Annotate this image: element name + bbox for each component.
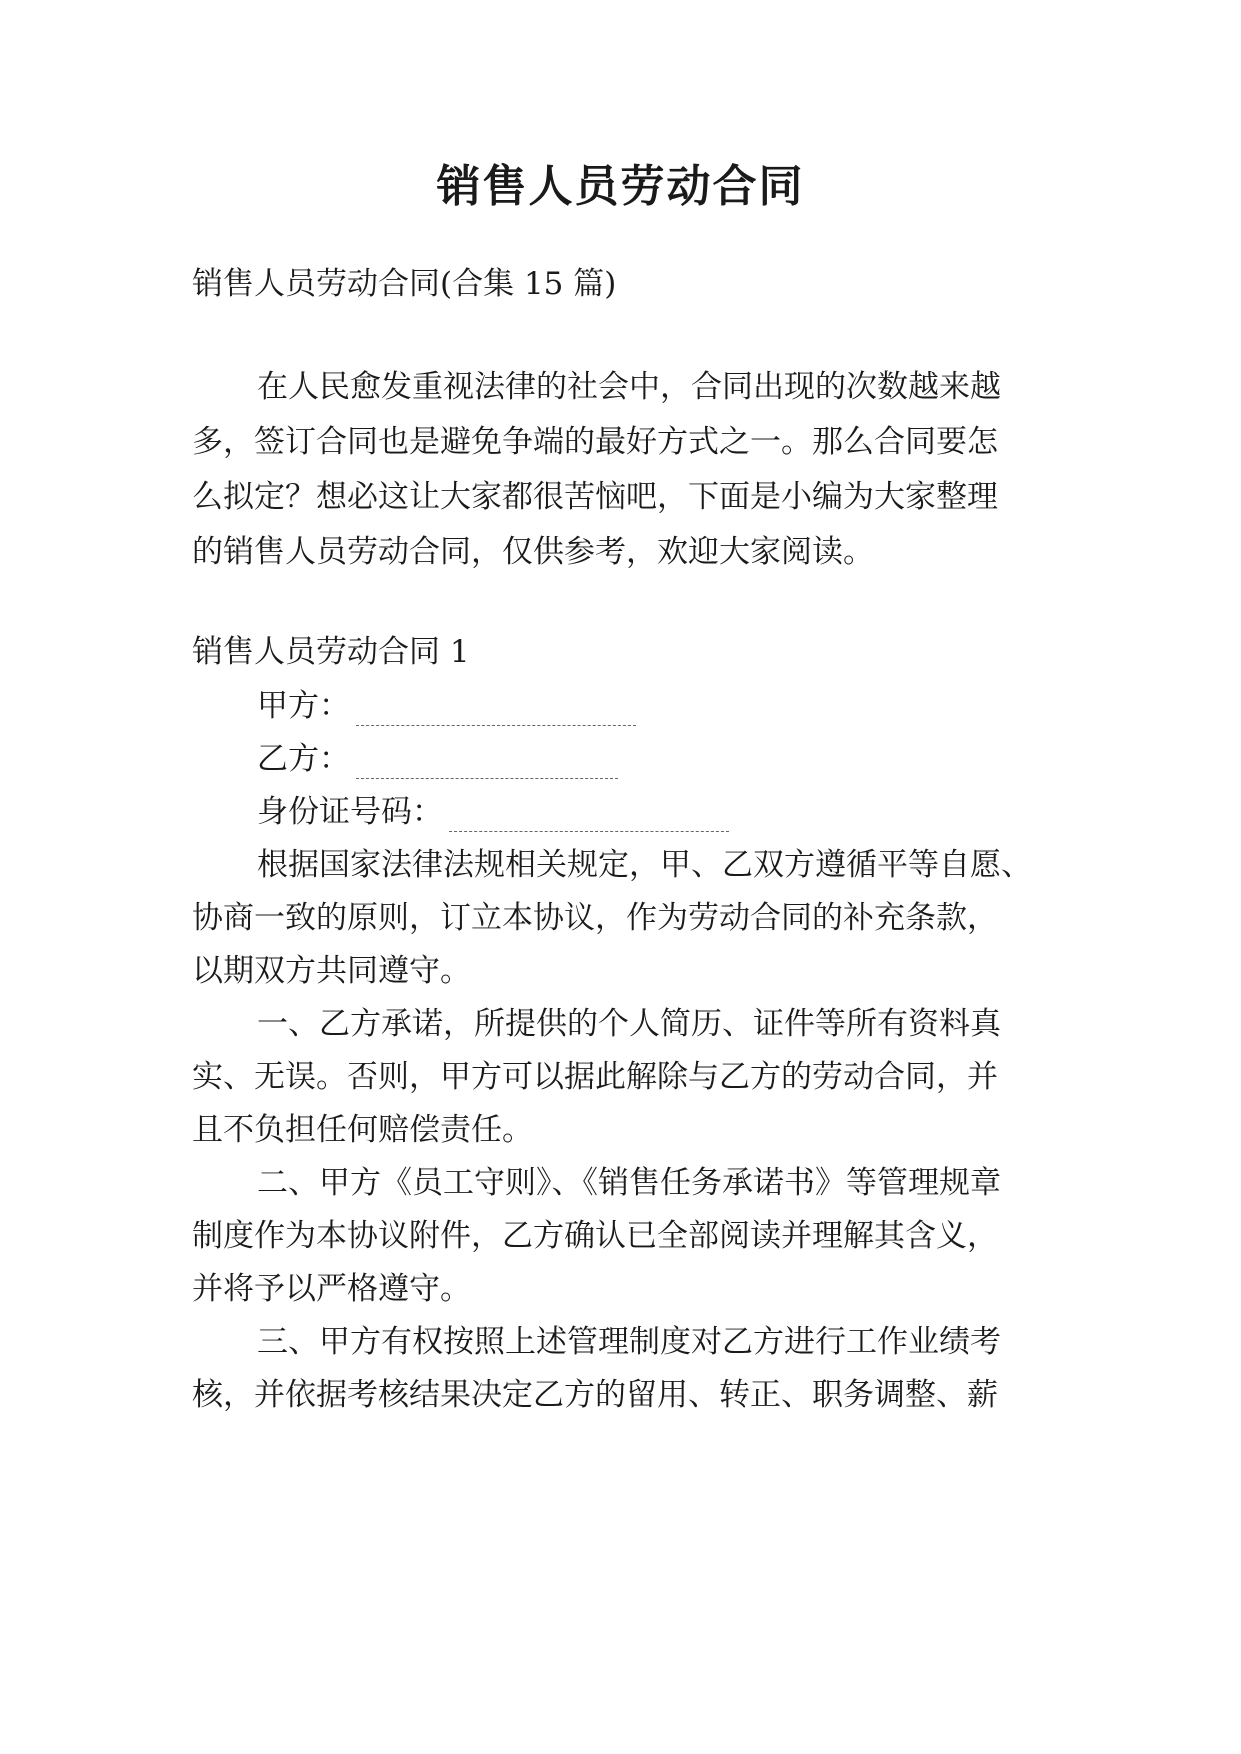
- party-b-label: 乙方：: [257, 741, 350, 777]
- clause-2-line: 制度作为本协议附件，乙方确认已全部阅读并理解其含义，: [192, 1218, 998, 1254]
- clause-2-line: 二、甲方《员工守则》、《销售任务承诺书》等管理规章: [257, 1165, 1001, 1201]
- party-a-label: 甲方：: [257, 688, 350, 724]
- intro-line: 的销售人员劳动合同，仅供参考，欢迎大家阅读。: [192, 534, 874, 570]
- intro-line: 在人民愈发重视法律的社会中，合同出现的次数越来越: [257, 369, 1001, 405]
- party-a-blank: [356, 699, 636, 726]
- section-heading: 销售人员劳动合同 1: [192, 634, 470, 670]
- id-number-field: [257, 792, 729, 832]
- party-b-blank: [356, 752, 618, 779]
- clause-3-line: 三、甲方有权按照上述管理制度对乙方进行工作业绩考: [257, 1324, 1001, 1360]
- document-title: 销售人员劳动合同: [436, 161, 805, 212]
- clause-1-line: 且不负担任何赔偿责任。: [192, 1112, 533, 1148]
- clause-1-line: 一、乙方承诺，所提供的个人简历、证件等所有资料真: [257, 1006, 1001, 1042]
- clause-3-line: 核，并依据考核结果决定乙方的留用、转正、职务调整、薪: [192, 1377, 998, 1413]
- clause-intro-line: 协商一致的原则，订立本协议，作为劳动合同的补充条款，: [192, 900, 998, 936]
- party-b-field: [257, 739, 618, 779]
- clause-1-line: 实、无误。否则，甲方可以据此解除与乙方的劳动合同，并: [192, 1059, 998, 1095]
- clause-intro-line: 根据国家法律法规相关规定，甲、乙双方遵循平等自愿、: [257, 847, 1032, 883]
- id-number-blank: [449, 805, 729, 832]
- clause-intro-line: 以期双方共同遵守。: [192, 953, 471, 989]
- intro-line: 么拟定？想必这让大家都很苦恼吧，下面是小编为大家整理: [192, 479, 998, 515]
- id-number-label: 身份证号码：: [257, 794, 443, 830]
- clause-2-line: 并将予以严格遵守。: [192, 1271, 471, 1307]
- intro-line: 多，签订合同也是避免争端的最好方式之一。那么合同要怎: [192, 424, 998, 460]
- document-subtitle: 销售人员劳动合同(合集 15 篇): [192, 266, 617, 302]
- party-a-field: [257, 686, 636, 726]
